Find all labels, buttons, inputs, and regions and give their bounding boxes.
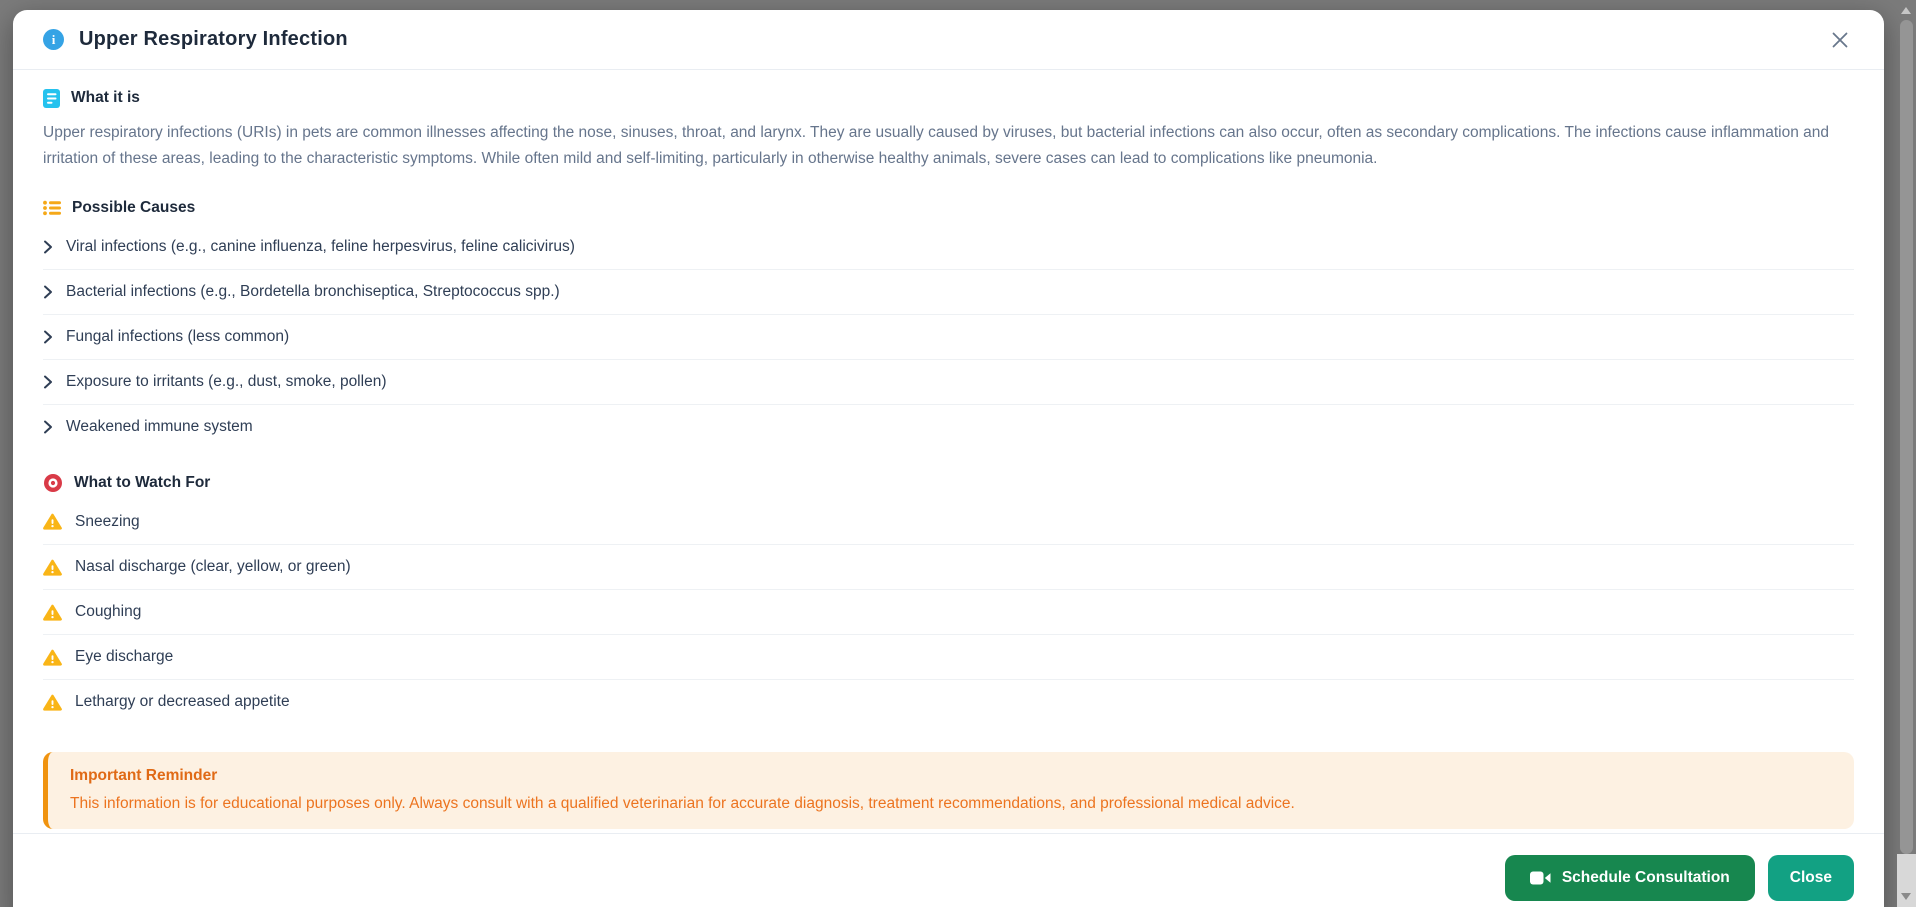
info-modal: [13, 10, 1884, 907]
chevron-right-icon: [43, 285, 53, 299]
list-icon: [43, 200, 61, 216]
symptom-list-item: [43, 589, 1854, 634]
cause-list-item[interactable]: [43, 224, 1854, 269]
eye-icon: [43, 473, 63, 493]
watch-for-block: [43, 471, 1854, 724]
cause-label: Viral infections (e.g., canine influenza, feline herpesvirus, feline calicivirus): [66, 237, 575, 255]
modal-header: [13, 10, 1884, 70]
symptom-list-item: [43, 499, 1854, 544]
important-reminder-box: [43, 752, 1854, 829]
schedule-button-label: Schedule Consultation: [1561, 869, 1730, 886]
possible-causes-list: [43, 224, 1854, 449]
what-it-is-text: Upper respiratory infections (URIs) in pets are common illnesses affecting the nose, sinuses, throat, and larynx. They are usually caused by viruses, but bacterial infections can also occur, often as secondary complications. The infections cause inflammation and irritation of these areas, leading to the characteristic symptoms. While often mild and self-limiting, particularly in otherwise healthy animals, severe cases can lead to complications like pneumonia.: [43, 124, 1829, 167]
modal-footer: [13, 833, 1884, 907]
warning-icon: [43, 694, 62, 711]
cause-list-item[interactable]: [43, 404, 1854, 449]
symptom-label: Nasal discharge (clear, yellow, or green): [75, 558, 351, 575]
section-heading-label: What it is: [71, 89, 140, 106]
cause-label: Fungal infections (less common): [66, 328, 290, 345]
scrollbar-up-arrow-icon[interactable]: [1901, 7, 1911, 14]
cause-label: Bacterial infections (e.g., Bordetella bronchiseptica, Streptococcus spp.): [66, 283, 560, 300]
chevron-right-icon: [43, 240, 53, 254]
cause-list-item[interactable]: [43, 359, 1854, 404]
modal-title: Upper Respiratory Infection: [79, 28, 348, 50]
watch-for-list: [43, 499, 1854, 724]
warning-icon: [43, 649, 62, 666]
chevron-right-icon: [43, 330, 53, 344]
cause-label: Exposure to irritants (e.g., dust, smoke, pollen): [66, 373, 387, 390]
scrollbar-down-arrow-icon[interactable]: [1901, 893, 1911, 900]
symptom-label: Lethargy or decreased appetite: [75, 693, 290, 710]
symptom-list-item: [43, 679, 1854, 724]
symptom-list-item: [43, 634, 1854, 679]
reminder-heading: Important Reminder: [70, 767, 218, 784]
cause-list-item[interactable]: [43, 314, 1854, 359]
book-icon: [43, 89, 60, 108]
section-watch-for-heading: [43, 471, 1854, 495]
close-button[interactable]: Close: [1768, 855, 1854, 901]
video-camera-icon: [1530, 871, 1551, 885]
symptom-list-item: [43, 544, 1854, 589]
scrollbar-thumb[interactable]: [1900, 20, 1913, 854]
schedule-consultation-button[interactable]: [1505, 855, 1755, 901]
warning-icon: [43, 513, 62, 530]
modal-body: [13, 70, 1884, 833]
symptom-label: Sneezing: [75, 512, 140, 530]
cause-list-item[interactable]: [43, 269, 1854, 314]
cause-label: Weakened immune system: [66, 418, 253, 435]
warning-icon: [43, 604, 62, 621]
reminder-text: This information is for educational purposes only. Always consult with a qualified veterinarian for accurate diagnosis, treatment recommendations, and professional medical advice.: [70, 795, 1295, 812]
page-scrollbar: [1897, 0, 1916, 907]
symptom-label: Coughing: [75, 603, 142, 620]
warning-icon: [43, 559, 62, 576]
symptom-label: Eye discharge: [75, 648, 174, 665]
chevron-right-icon: [43, 420, 53, 434]
section-heading-label: Possible Causes: [72, 199, 196, 216]
section-possible-causes-heading: [43, 196, 1854, 220]
chevron-right-icon: [43, 375, 53, 389]
close-icon[interactable]: [1826, 26, 1854, 54]
section-heading-label: What to Watch For: [74, 474, 211, 491]
info-icon: i: [43, 29, 64, 50]
section-what-it-is-heading: [43, 86, 1854, 110]
